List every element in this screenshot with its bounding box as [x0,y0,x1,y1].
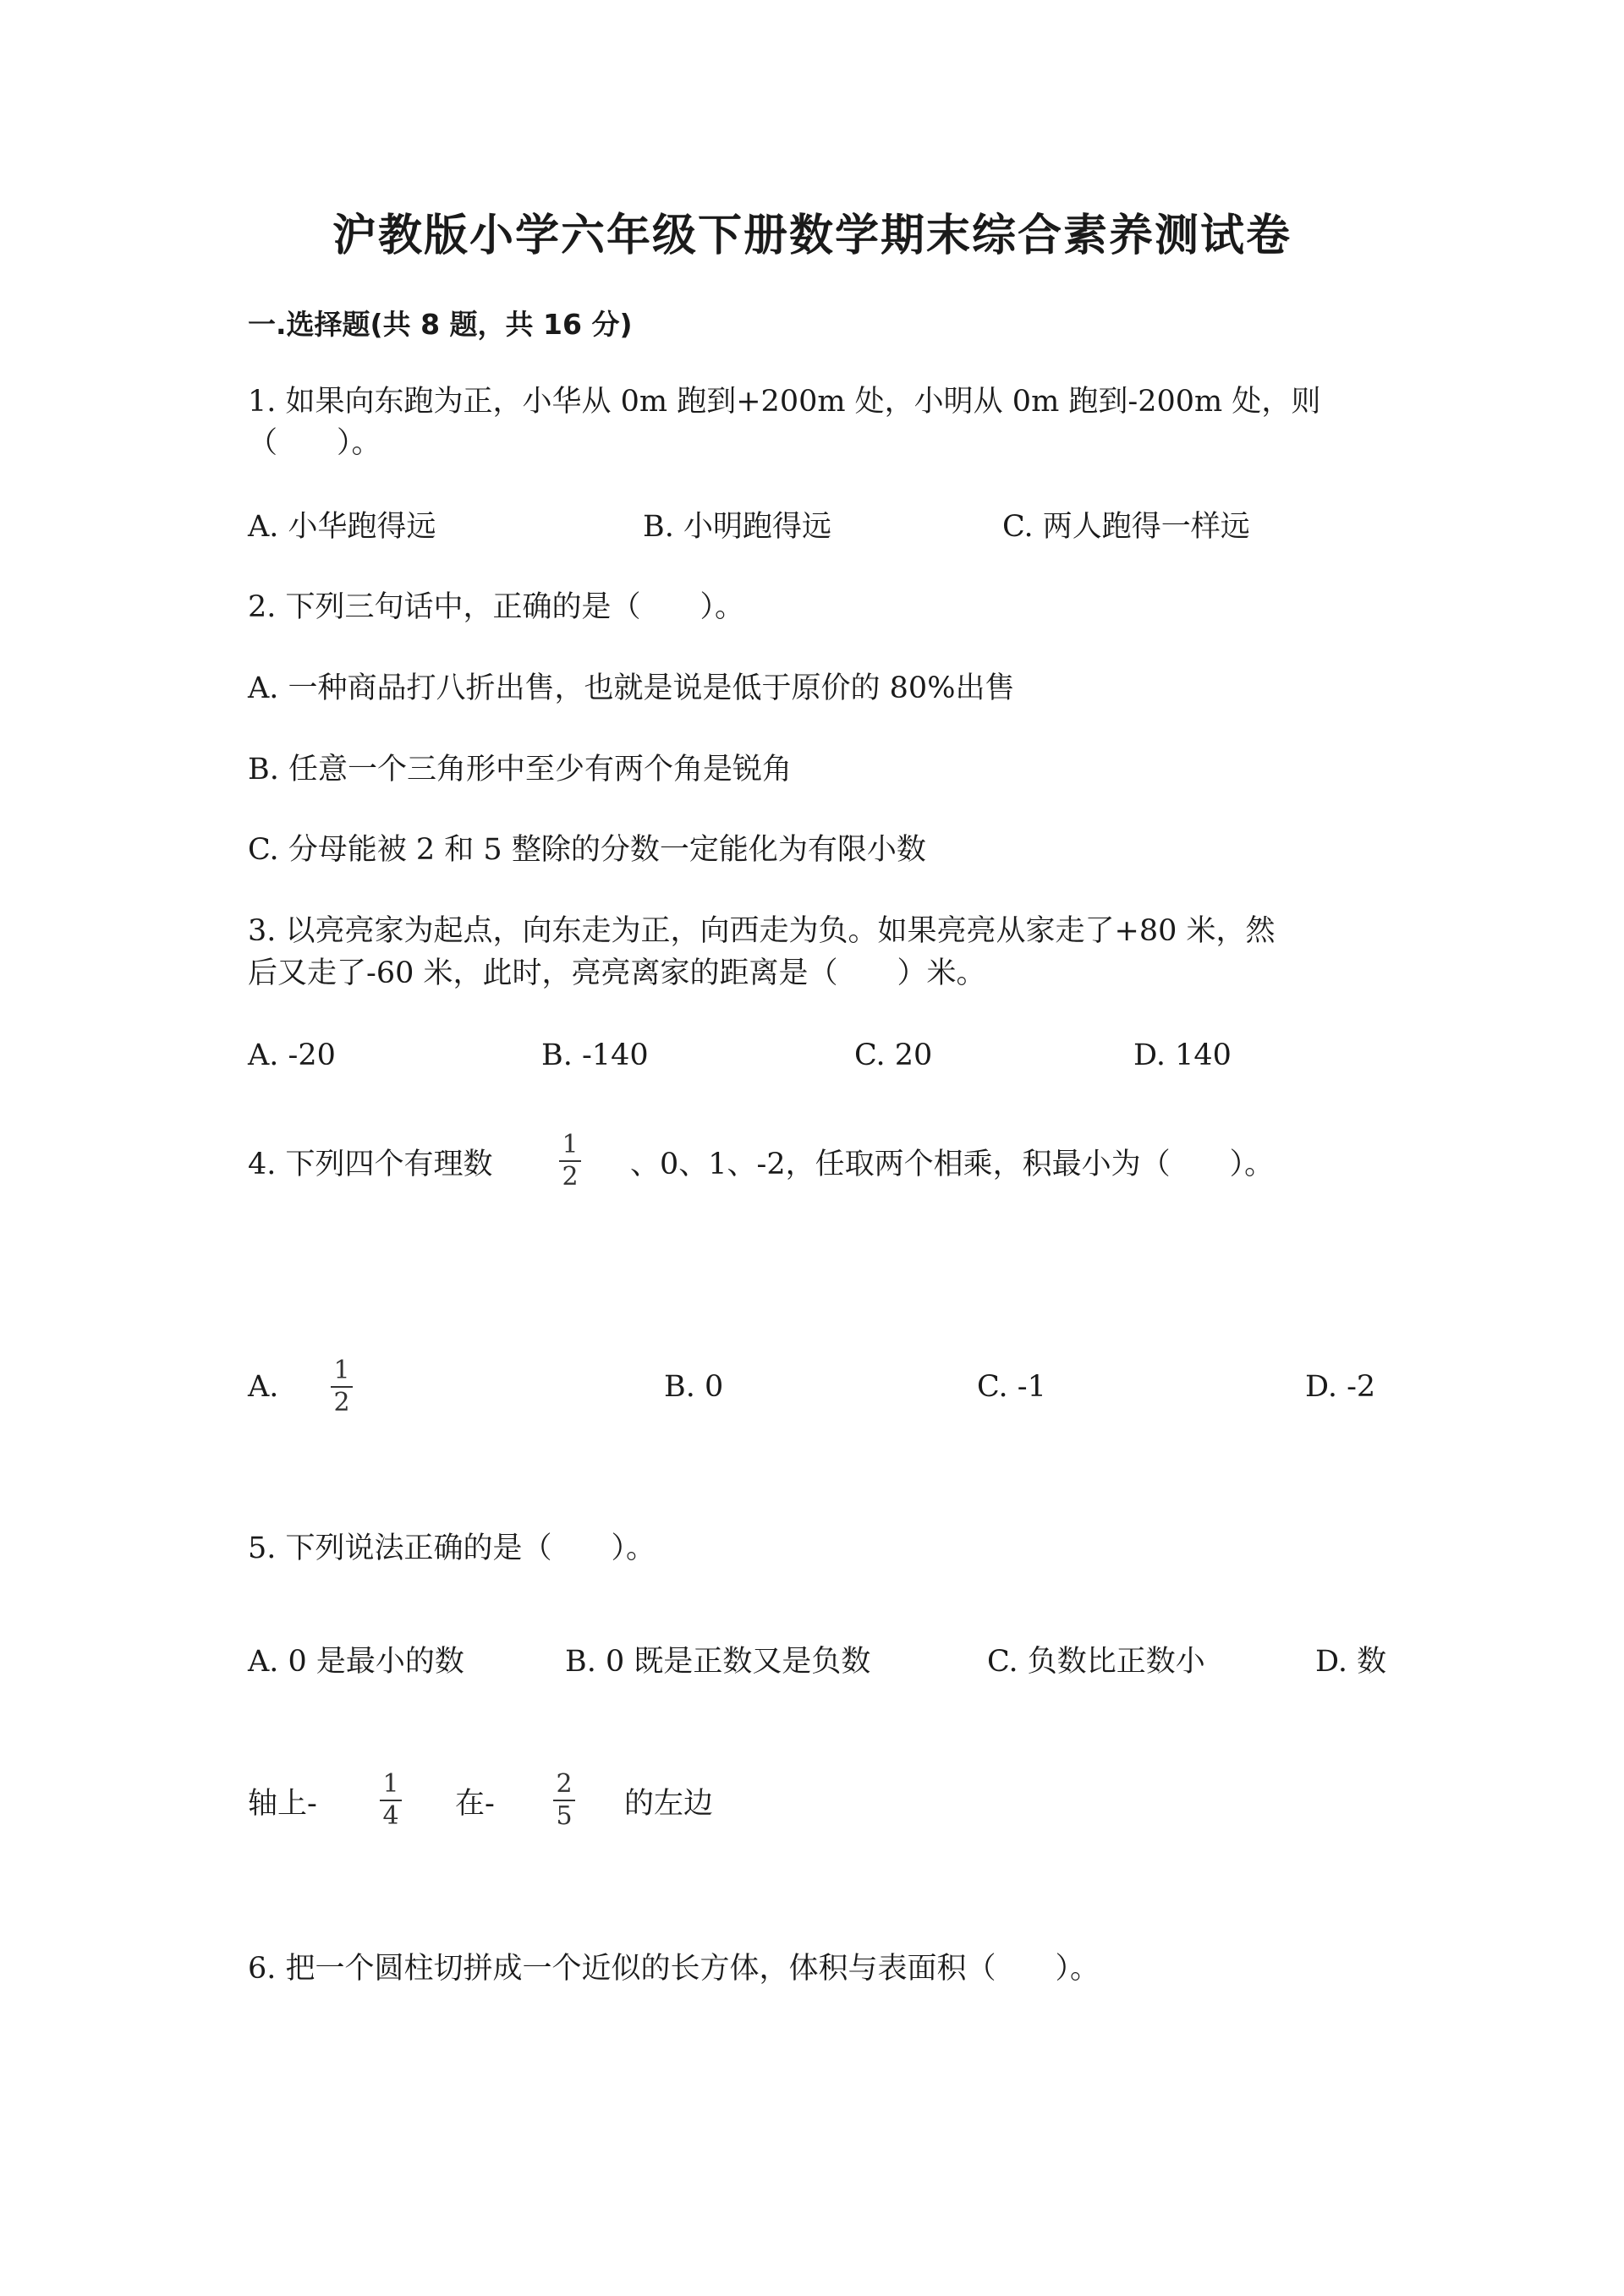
fraction-numerator: 1 [382,1769,399,1799]
q1-option-b: B. 小明跑得远 [643,510,831,544]
q1-stem-line1: 1. 如果向东跑为正，小华从 0m 跑到+200m 处，小明从 0m 跑到-200m 处，则 [248,385,1321,419]
q1-option-c: C. 两人跑得一样远 [1002,510,1250,544]
q4-option-d: D. -2 [1305,1370,1376,1404]
q5-option-d-continuation-2: 在- [455,1787,495,1821]
q3-option-c: C. 20 [854,1038,933,1072]
q3-option-d: D. 140 [1133,1038,1232,1072]
q2-option-a: A. 一种商品打八折出售，也就是说是低于原价的 80%出售 [248,671,1015,705]
q3-option-a: A. -20 [248,1038,336,1072]
section-heading: 一.选择题(共 8 题，共 16 分) [248,308,633,341]
fraction-numerator: 1 [562,1130,579,1159]
q2-option-b: B. 任意一个三角形中至少有两个角是锐角 [248,753,792,786]
q1-option-a: A. 小华跑得远 [248,510,436,544]
q3-stem-line2: 后又走了-60 米，此时，亮亮离家的距离是（ ）米。 [248,956,986,990]
fraction-denominator: 2 [562,1162,579,1192]
q5-stem: 5. 下列说法正确的是（ ）。 [248,1532,656,1565]
page-title: 沪教版小学六年级下册数学期末综合素养测试卷 [332,211,1292,261]
fraction-denominator: 4 [382,1801,399,1831]
q5-option-d-continuation-3: 的左边 [624,1787,714,1821]
q6-stem: 6. 把一个圆柱切拼成一个近似的长方体，体积与表面积（ ）。 [248,1952,1100,1986]
q5-option-d-fraction-1 [378,1771,403,1830]
fraction-denominator: 2 [333,1388,350,1417]
q5-option-b: B. 0 既是正数又是负数 [565,1645,871,1679]
q5-option-d: D. 数 [1315,1645,1387,1679]
q4-stem-before: 4. 下列四个有理数 [248,1148,493,1181]
q5-option-d-continuation-1: 轴上- [248,1787,317,1821]
q2-option-c: C. 分母能被 2 和 5 整除的分数一定能化为有限小数 [248,833,926,867]
q4-option-a-label: A. [248,1370,279,1404]
q4-stem-fraction [557,1132,583,1191]
q3-stem-line1: 3. 以亮亮家为起点，向东走为正，向西走为负。如果亮亮从家走了+80 米，然 [248,914,1276,948]
q4-option-a-fraction [329,1357,354,1417]
q2-stem: 2. 下列三句话中，正确的是（ ）。 [248,590,745,624]
fraction-denominator: 5 [556,1801,573,1831]
q5-option-a: A. 0 是最小的数 [248,1645,464,1679]
q5-option-d-fraction-2 [551,1771,577,1830]
q3-option-b: B. -140 [541,1038,649,1072]
q4-stem-after: 、0、1、-2，任取两个相乘，积最小为（ ）。 [630,1148,1275,1181]
q4-option-c: C. -1 [977,1370,1046,1404]
q5-option-c: C. 负数比正数小 [987,1645,1205,1679]
q4-option-b: B. 0 [664,1370,724,1404]
q1-stem-line2: （ ）。 [248,426,381,460]
fraction-numerator: 2 [556,1769,573,1799]
fraction-numerator: 1 [333,1356,350,1385]
